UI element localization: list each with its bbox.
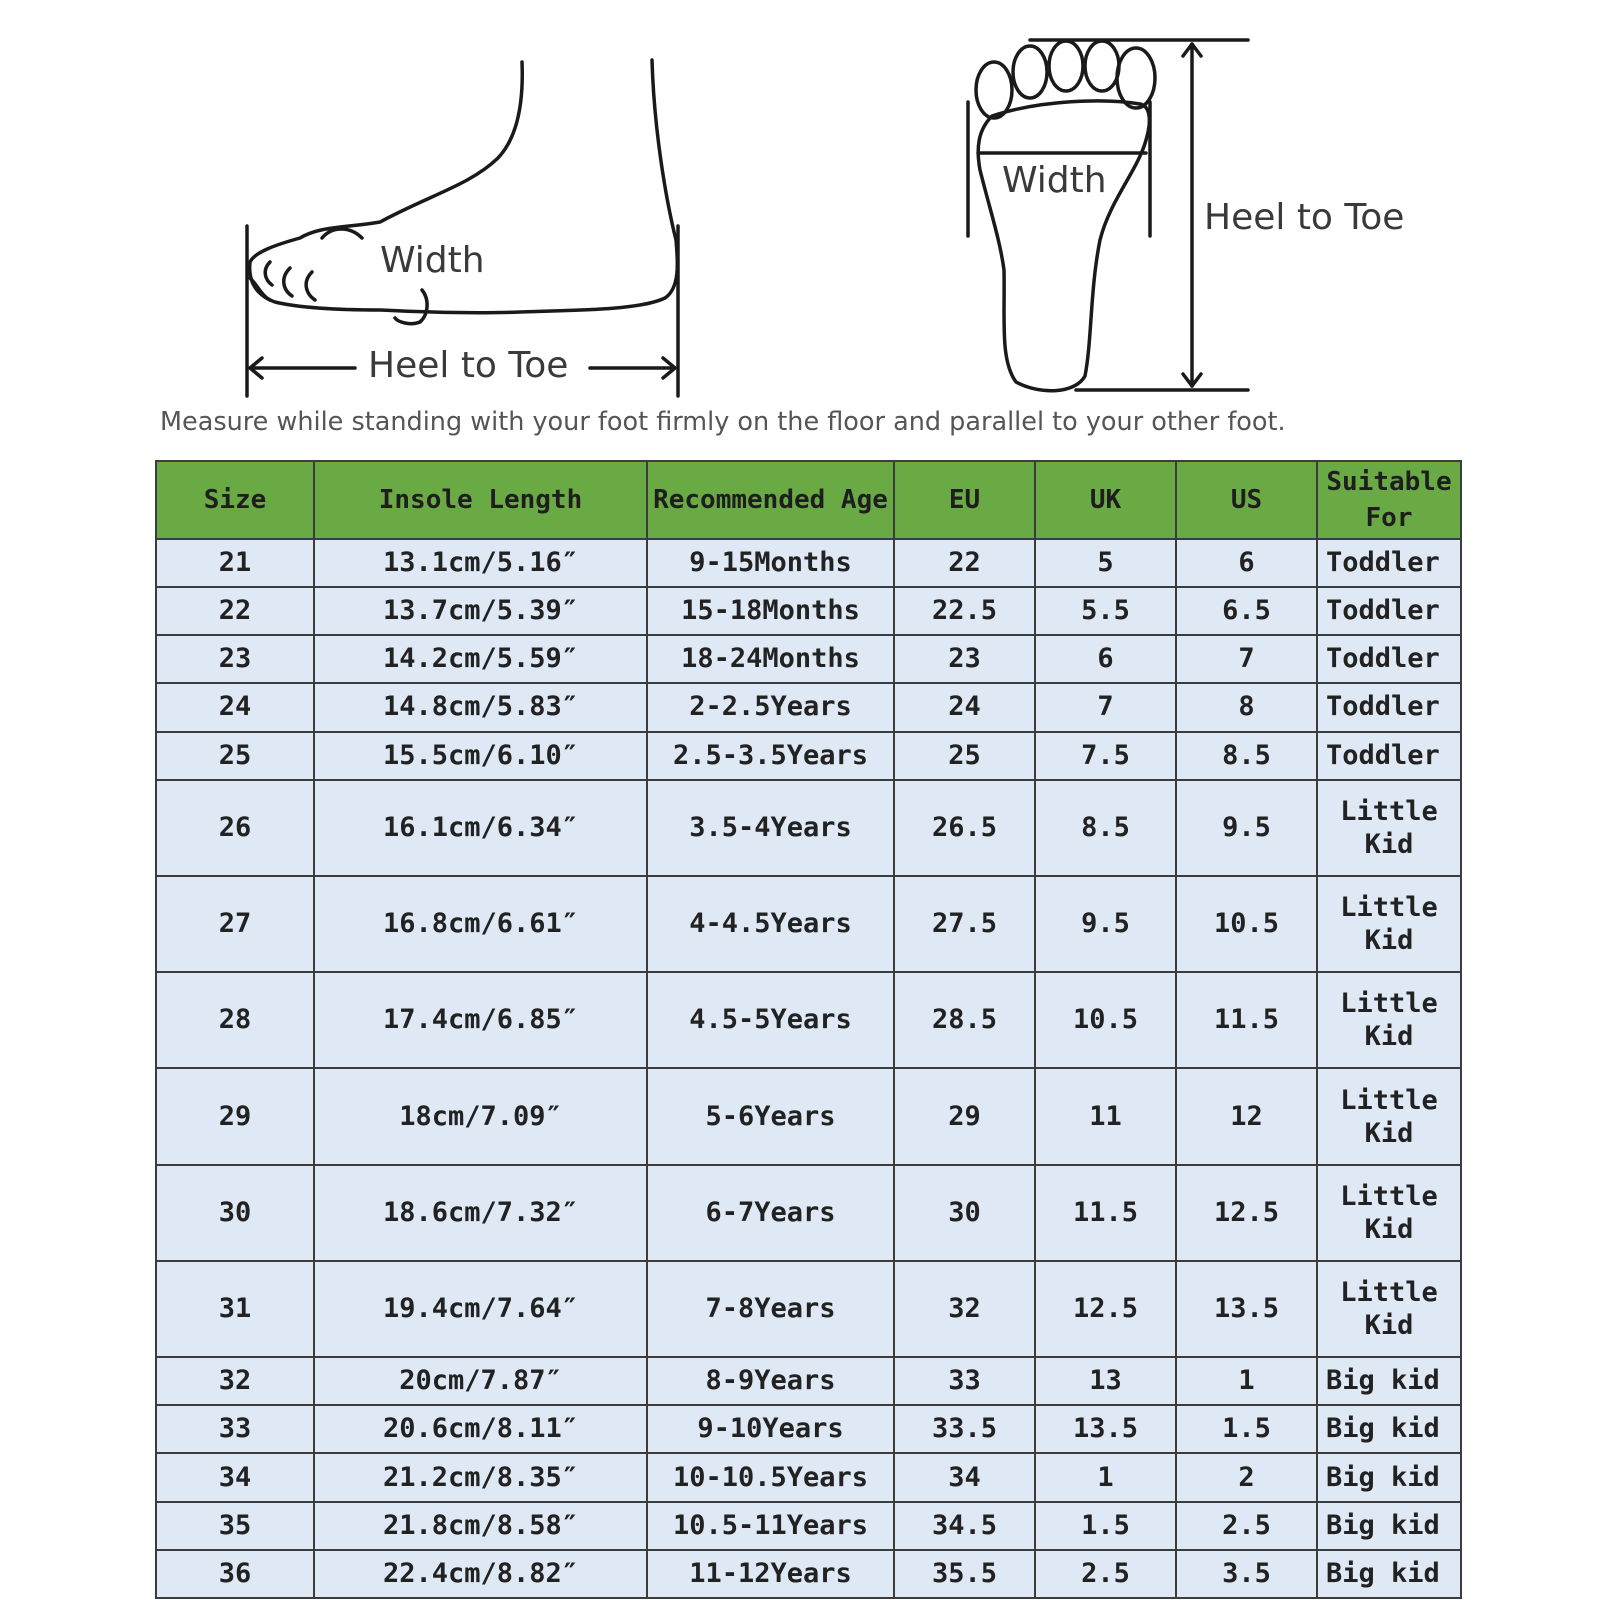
cell-eu: 27.5 [894,876,1035,972]
cell-insole-length: 14.2cm/5.59″ [314,635,647,683]
cell-size: 35 [156,1502,314,1550]
cell-recommended-age: 2.5-3.5Years [647,732,894,780]
cell-eu: 30 [894,1165,1035,1261]
cell-eu: 32 [894,1261,1035,1357]
cell-size: 22 [156,587,314,635]
cell-eu: 22 [894,539,1035,587]
cell-insole-length: 22.4cm/8.82″ [314,1550,647,1598]
cell-insole-length: 18cm/7.09″ [314,1068,647,1164]
cell-recommended-age: 15-18Months [647,587,894,635]
cell-us: 1 [1176,1357,1317,1405]
cell-uk: 2.5 [1035,1550,1176,1598]
cell-us: 6 [1176,539,1317,587]
table-header-row [156,461,1461,539]
table-row [156,780,1461,876]
cell-uk: 11.5 [1035,1165,1176,1261]
header-size: Size [156,461,314,539]
cell-insole-length: 20cm/7.87″ [314,1357,647,1405]
cell-us: 13.5 [1176,1261,1317,1357]
cell-suitable-for: Little Kid [1317,972,1461,1068]
cell-eu: 34 [894,1453,1035,1501]
top-width-label: Width [1002,160,1107,201]
cell-size: 21 [156,539,314,587]
cell-us: 10.5 [1176,876,1317,972]
cell-suitable-for: Big kid [1317,1453,1461,1501]
cell-suitable-for: Little Kid [1317,876,1461,972]
cell-size: 34 [156,1453,314,1501]
cell-size: 30 [156,1165,314,1261]
cell-uk: 1 [1035,1453,1176,1501]
cell-size: 26 [156,780,314,876]
cell-eu: 33 [894,1357,1035,1405]
cell-size: 29 [156,1068,314,1164]
cell-eu: 33.5 [894,1405,1035,1453]
cell-eu: 26.5 [894,780,1035,876]
cell-recommended-age: 7-8Years [647,1261,894,1357]
cell-suitable-for: Little Kid [1317,1068,1461,1164]
cell-recommended-age: 8-9Years [647,1357,894,1405]
cell-size: 36 [156,1550,314,1598]
cell-recommended-age: 11-12Years [647,1550,894,1598]
cell-size: 33 [156,1405,314,1453]
cell-suitable-for: Toddler [1317,635,1461,683]
cell-uk: 7.5 [1035,732,1176,780]
cell-size: 27 [156,876,314,972]
cell-insole-length: 16.8cm/6.61″ [314,876,647,972]
side-width-label: Width [380,240,485,281]
table-row [156,1165,1461,1261]
cell-size: 28 [156,972,314,1068]
table-row [156,1550,1461,1598]
cell-uk: 1.5 [1035,1502,1176,1550]
cell-insole-length: 13.7cm/5.39″ [314,587,647,635]
cell-insole-length: 20.6cm/8.11″ [314,1405,647,1453]
cell-suitable-for: Toddler [1317,683,1461,731]
table-row [156,587,1461,635]
cell-us: 3.5 [1176,1550,1317,1598]
cell-suitable-for: Little Kid [1317,1261,1461,1357]
cell-us: 6.5 [1176,587,1317,635]
foot-measurement-diagram [0,0,1600,450]
cell-suitable-for: Big kid [1317,1405,1461,1453]
cell-insole-length: 13.1cm/5.16″ [314,539,647,587]
cell-eu: 22.5 [894,587,1035,635]
table-row [156,1453,1461,1501]
table-row [156,732,1461,780]
cell-eu: 34.5 [894,1502,1035,1550]
cell-us: 12.5 [1176,1165,1317,1261]
table-body [156,539,1461,1598]
table-row [156,683,1461,731]
cell-insole-length: 21.8cm/8.58″ [314,1502,647,1550]
cell-uk: 13 [1035,1357,1176,1405]
cell-size: 24 [156,683,314,731]
cell-insole-length: 15.5cm/6.10″ [314,732,647,780]
header-insole-length: Insole Length [314,461,647,539]
cell-insole-length: 16.1cm/6.34″ [314,780,647,876]
header-eu: EU [894,461,1035,539]
cell-suitable-for: Toddler [1317,587,1461,635]
cell-size: 32 [156,1357,314,1405]
cell-suitable-for: Big kid [1317,1550,1461,1598]
cell-us: 8.5 [1176,732,1317,780]
cell-suitable-for: Big kid [1317,1357,1461,1405]
cell-insole-length: 18.6cm/7.32″ [314,1165,647,1261]
cell-us: 7 [1176,635,1317,683]
cell-us: 11.5 [1176,972,1317,1068]
cell-eu: 25 [894,732,1035,780]
cell-recommended-age: 2-2.5Years [647,683,894,731]
cell-us: 9.5 [1176,780,1317,876]
cell-insole-length: 14.8cm/5.83″ [314,683,647,731]
cell-recommended-age: 18-24Months [647,635,894,683]
cell-size: 23 [156,635,314,683]
cell-uk: 5.5 [1035,587,1176,635]
cell-us: 1.5 [1176,1405,1317,1453]
cell-recommended-age: 4.5-5Years [647,972,894,1068]
cell-recommended-age: 6-7Years [647,1165,894,1261]
table-row [156,972,1461,1068]
size-chart-table [155,460,1462,1599]
cell-recommended-age: 4-4.5Years [647,876,894,972]
cell-us: 2.5 [1176,1502,1317,1550]
cell-recommended-age: 10-10.5Years [647,1453,894,1501]
header-uk: UK [1035,461,1176,539]
cell-eu: 24 [894,683,1035,731]
header-recommended-age: Recommended Age [647,461,894,539]
cell-size: 31 [156,1261,314,1357]
header-suitable-for: Suitable For [1317,461,1461,539]
cell-recommended-age: 5-6Years [647,1068,894,1164]
cell-us: 12 [1176,1068,1317,1164]
cell-uk: 11 [1035,1068,1176,1164]
measurement-instruction: Measure while standing with your foot firmly on the floor and parallel to your other foot. [160,407,1286,437]
table-row [156,635,1461,683]
cell-uk: 12.5 [1035,1261,1176,1357]
table-row [156,539,1461,587]
cell-eu: 35.5 [894,1550,1035,1598]
header-us: US [1176,461,1317,539]
cell-us: 8 [1176,683,1317,731]
cell-us: 2 [1176,1453,1317,1501]
cell-suitable-for: Toddler [1317,539,1461,587]
cell-recommended-age: 10.5-11Years [647,1502,894,1550]
cell-uk: 9.5 [1035,876,1176,972]
cell-uk: 13.5 [1035,1405,1176,1453]
cell-eu: 29 [894,1068,1035,1164]
cell-uk: 5 [1035,539,1176,587]
cell-insole-length: 19.4cm/7.64″ [314,1261,647,1357]
table-row [156,876,1461,972]
cell-suitable-for: Little Kid [1317,780,1461,876]
cell-uk: 6 [1035,635,1176,683]
cell-recommended-age: 3.5-4Years [647,780,894,876]
table-row [156,1405,1461,1453]
cell-recommended-age: 9-15Months [647,539,894,587]
table-row [156,1261,1461,1357]
table-row [156,1357,1461,1405]
cell-eu: 28.5 [894,972,1035,1068]
cell-uk: 7 [1035,683,1176,731]
cell-suitable-for: Toddler [1317,732,1461,780]
cell-recommended-age: 9-10Years [647,1405,894,1453]
table-row [156,1502,1461,1550]
cell-uk: 8.5 [1035,780,1176,876]
top-heel-to-toe-label: Heel to Toe [1204,197,1405,238]
cell-uk: 10.5 [1035,972,1176,1068]
table-row [156,1068,1461,1164]
cell-eu: 23 [894,635,1035,683]
cell-suitable-for: Little Kid [1317,1165,1461,1261]
cell-insole-length: 17.4cm/6.85″ [314,972,647,1068]
cell-insole-length: 21.2cm/8.35″ [314,1453,647,1501]
cell-size: 25 [156,732,314,780]
side-heel-to-toe-label: Heel to Toe [368,345,569,386]
cell-suitable-for: Big kid [1317,1502,1461,1550]
